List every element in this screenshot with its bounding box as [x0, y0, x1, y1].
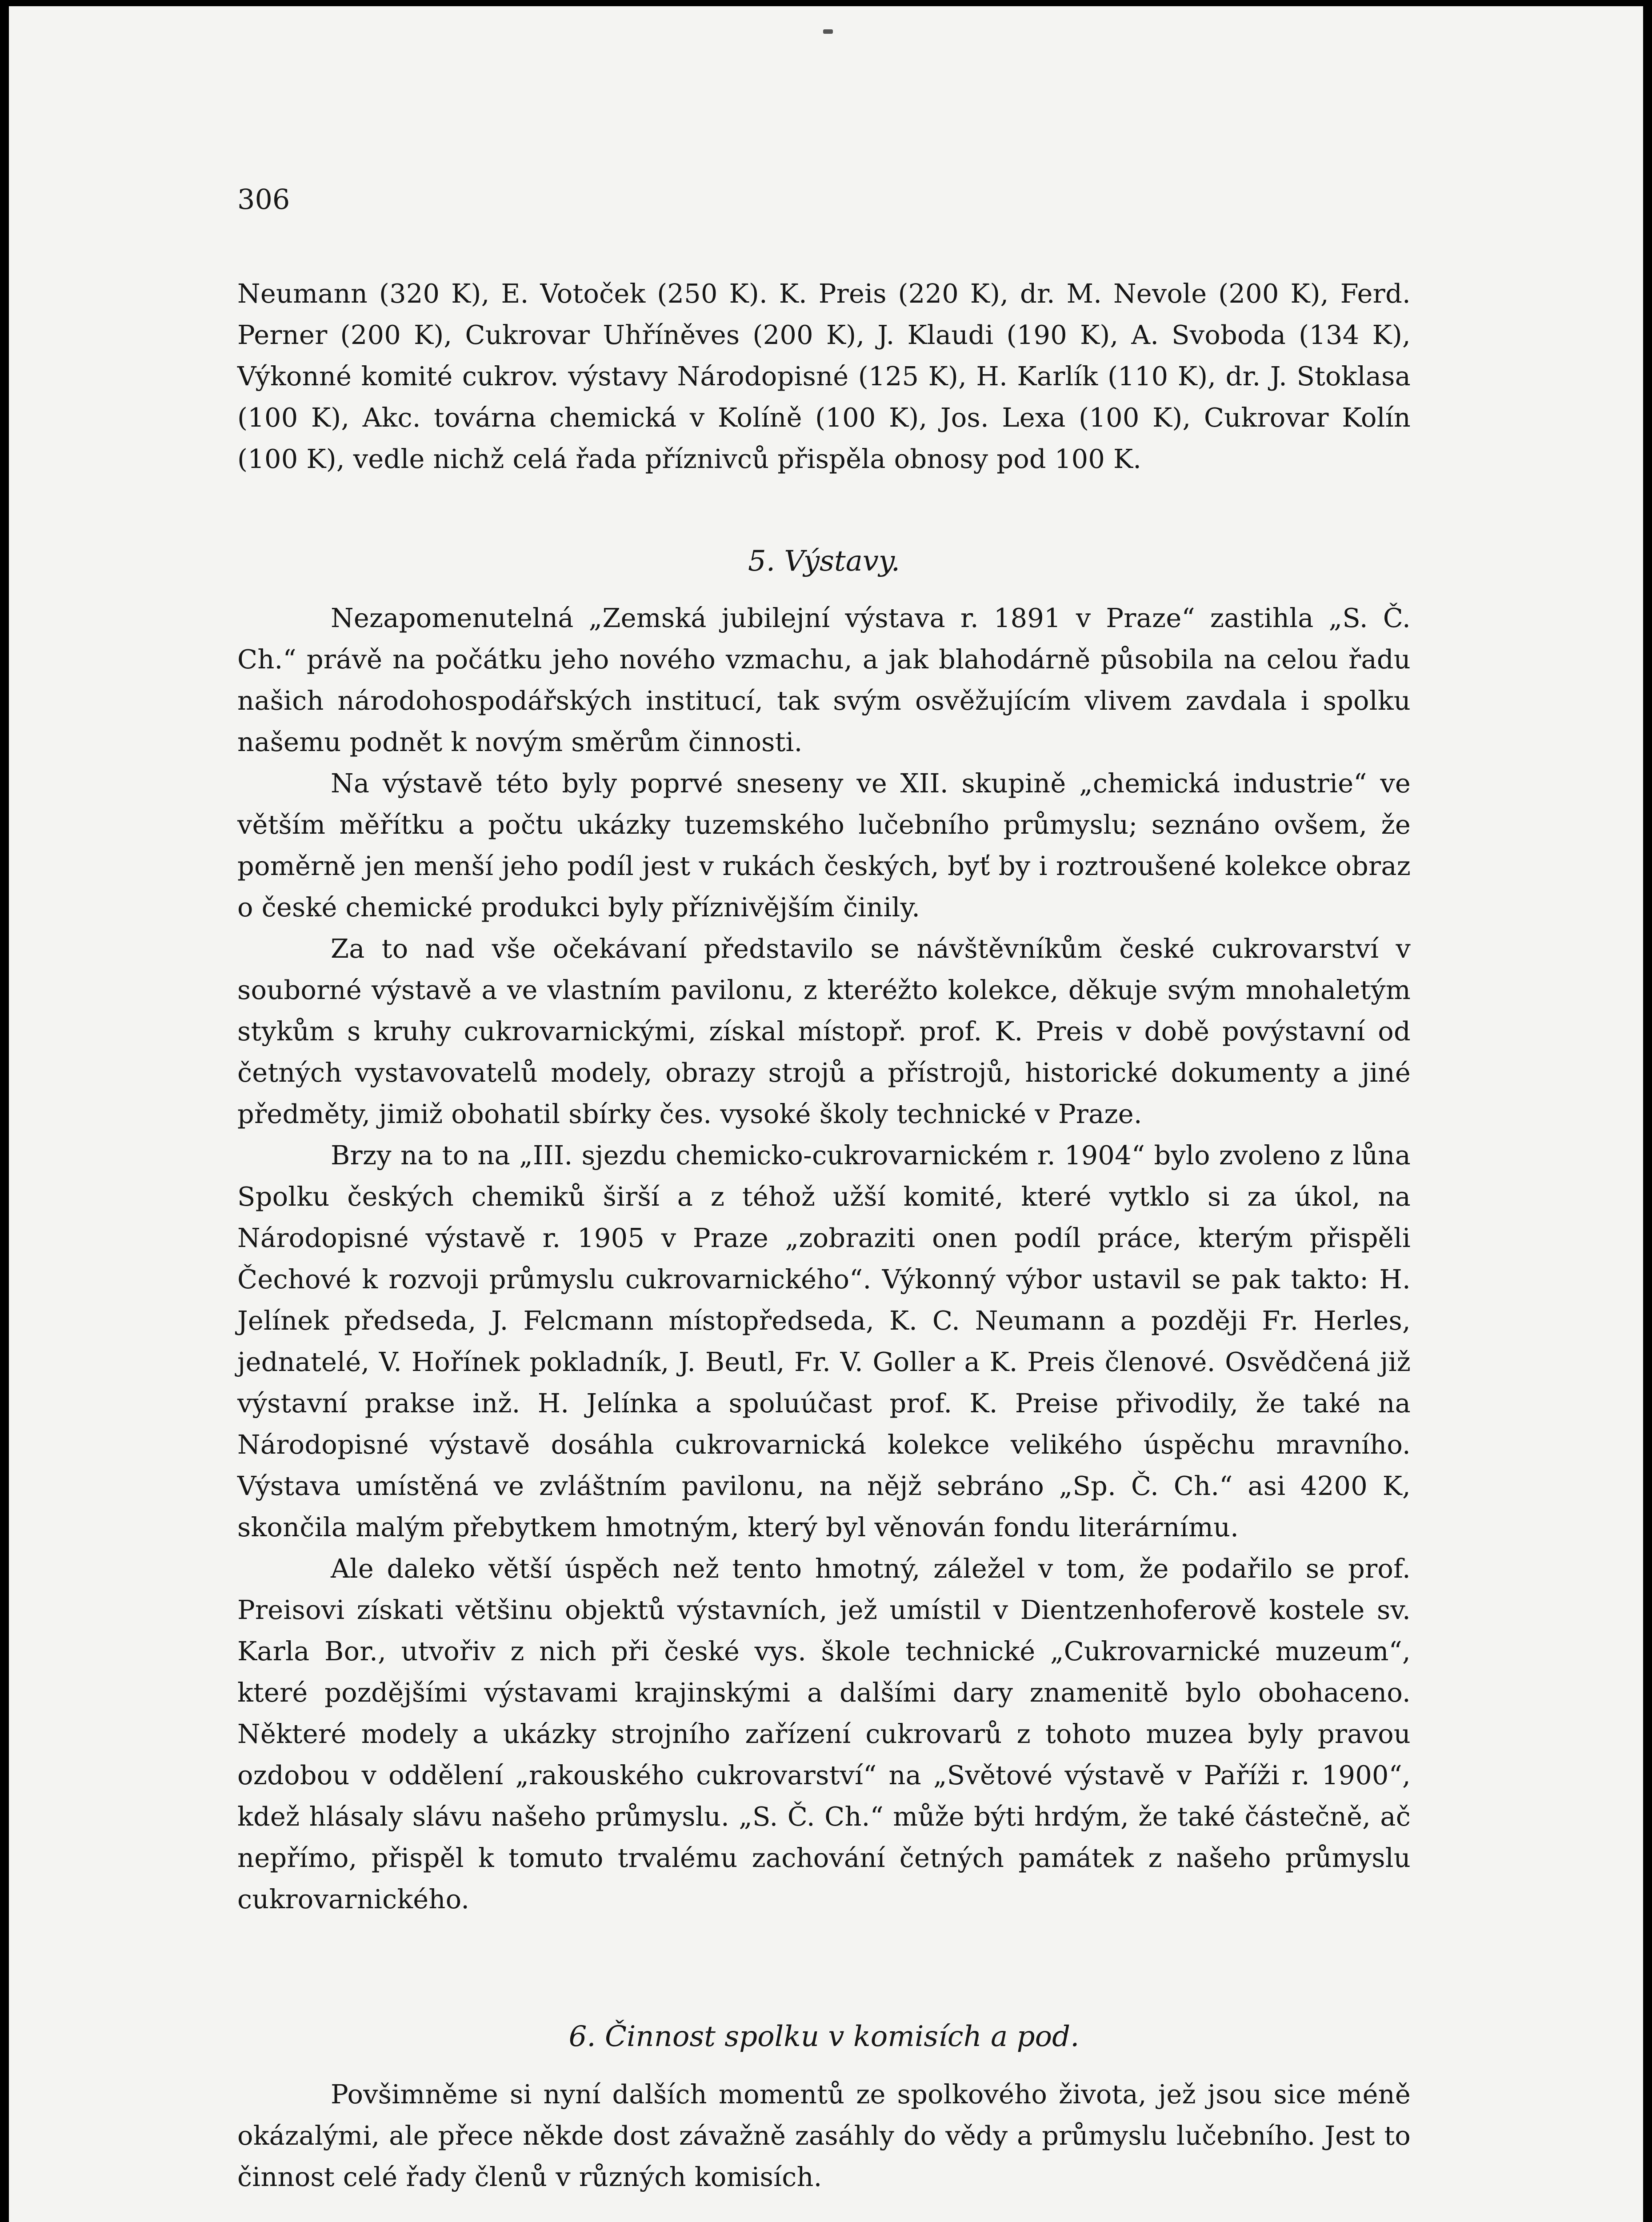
intro-paragraph: Neumann (320 K), E. Votoček (250 K). K. Preis (220 K), dr. M. Nevole (200 K), Ferd. Perner (200 K), Cukrovar Uhříněves (200 K), J. Klaudi (190 K), A. Svoboda (134 K), Výkonné komité cukrov. výstavy Národopisné (125 K), H. Karlík (110 K), dr. J. Stoklasa (100 K), Akc. továrna chemická v Kolíně (100 K), Jos. Lexa (100 K), Cukrovar Kolín (100 K), vedle nichž celá řada příznivců přispěla obnosy pod 100 K. — [237, 278, 1411, 474]
paragraph: Na výstavě této byly poprvé sneseny ve XII. skupině „chemická industrie“ ve větším měřítku a počtu ukázky tuzemského lučebního průmyslu; seznáno ovšem, že poměrně jen menší jeho podíl jest v rukách českých, byť by i roztroušené kolekce obraz o české chemické produkci byly příznivějším činily. — [237, 768, 1411, 923]
page-number: 306 — [237, 183, 290, 216]
section-6-heading-wrap — [237, 2017, 1411, 2057]
section-5-body — [237, 597, 1411, 1920]
paragraph: Nezapomenutelná „Zemská jubilejní výstava r. 1891 v Praze“ zastihla „S. Č. Ch.“ právě na počátku jeho nového vzmachu, a jak blahodárně působila na celou řadu našich národohospodářských institucí, tak svým osvěžujícím vlivem zavdala i spolku našemu podnět k novým směrům činnosti. — [237, 603, 1411, 757]
paragraph: Povšimněme si nyní dalších momentů ze spolkového života, jež jsou sice méně okázalými, ale přece někde dost závažně zasáhly do vědy a průmyslu lučebního. Jest to činnost celé řady členů v různých komisích. — [237, 2079, 1411, 2192]
paragraph: Za to nad vše očekávaní představilo se návštěvníkům české cukrovarství v souborné výstavě a ve vlastním pavilonu, z kteréžto kolekce, děkuje svým mnohaletým stykům s kruhy cukrovarnickými, získal místopř. prof. K. Preis v době povýstavní od četných vystavovatelů modely, obrazy strojů a přístrojů, historické dokumenty a jiné předměty, jimiž obohatil sbírky čes. vysoké školy technické v Praze. — [237, 933, 1411, 1129]
scan-artifact — [823, 29, 833, 34]
section-heading: 5. Výstavy. — [748, 545, 900, 578]
paragraph: Brzy na to na „III. sjezdu chemicko-cukrovarnickém r. 1904“ bylo zvoleno z lůna Spolku českých chemiků širší a z téhož užší komité, které vytklo si za úkol, na Národopisné výstavě r. 1905 v Praze „zobraziti onen podíl práce, kterým přispěli Čechové k rozvoji průmyslu cukrovarnického“. Výkonný výbor ustavil se pak takto: H. Jelínek předseda, J. Felcmann místopředseda, K. C. Neumann a později Fr. Herles, jednatelé, V. Hořínek pokladník, J. Beutl, Fr. V. Goller a K. Preis členové. Osvědčená již výstavní prakse inž. H. Jelínka a spoluúčast prof. K. Preise přivodily, že také na Národopisné výstavě dosáhla cukrovarnická kolekce velikého úspěchu mravního. Výstava umístěná ve zvláštním pavilonu, na nějž sebráno „Sp. Č. Ch.“ asi 4200 K, skončila malým přebytkem hmotným, který byl věnován fondu literárnímu. — [237, 1140, 1411, 1543]
document-page — [9, 6, 1643, 2222]
paragraph: Ale daleko větší úspěch než tento hmotný, záležel v tom, že podařilo se prof. Preisovi získati většinu objektů výstavních, jež umístil v Dientzenhoferově kostele sv. Karla Bor., utvořiv z nich při české vys. škole technické „Cukrovarnické muzeum“, které pozdějšími výstavami krajinskými a dalšími dary znamenitě bylo obohaceno. Některé modely a ukázky strojního zařízení cukrovarů z tohoto muzea byly pravou ozdobou v oddělení „rakouského cukrovarství“ na „Světové výstavě v Paříži r. 1900“, kdež hlásaly slávu našeho průmyslu. „S. Č. Ch.“ může býti hrdým, že také částečně, ač nepřímo, přispěl k tomuto trvalému zachování četných památek z našeho průmyslu cukrovarnického. — [237, 1553, 1411, 1914]
section-5-heading-wrap — [237, 541, 1411, 581]
section-6-body — [237, 2074, 1411, 2198]
intro-block — [237, 273, 1411, 480]
section-heading: 6. Činnost spolku v komisích a pod. — [568, 2020, 1080, 2053]
